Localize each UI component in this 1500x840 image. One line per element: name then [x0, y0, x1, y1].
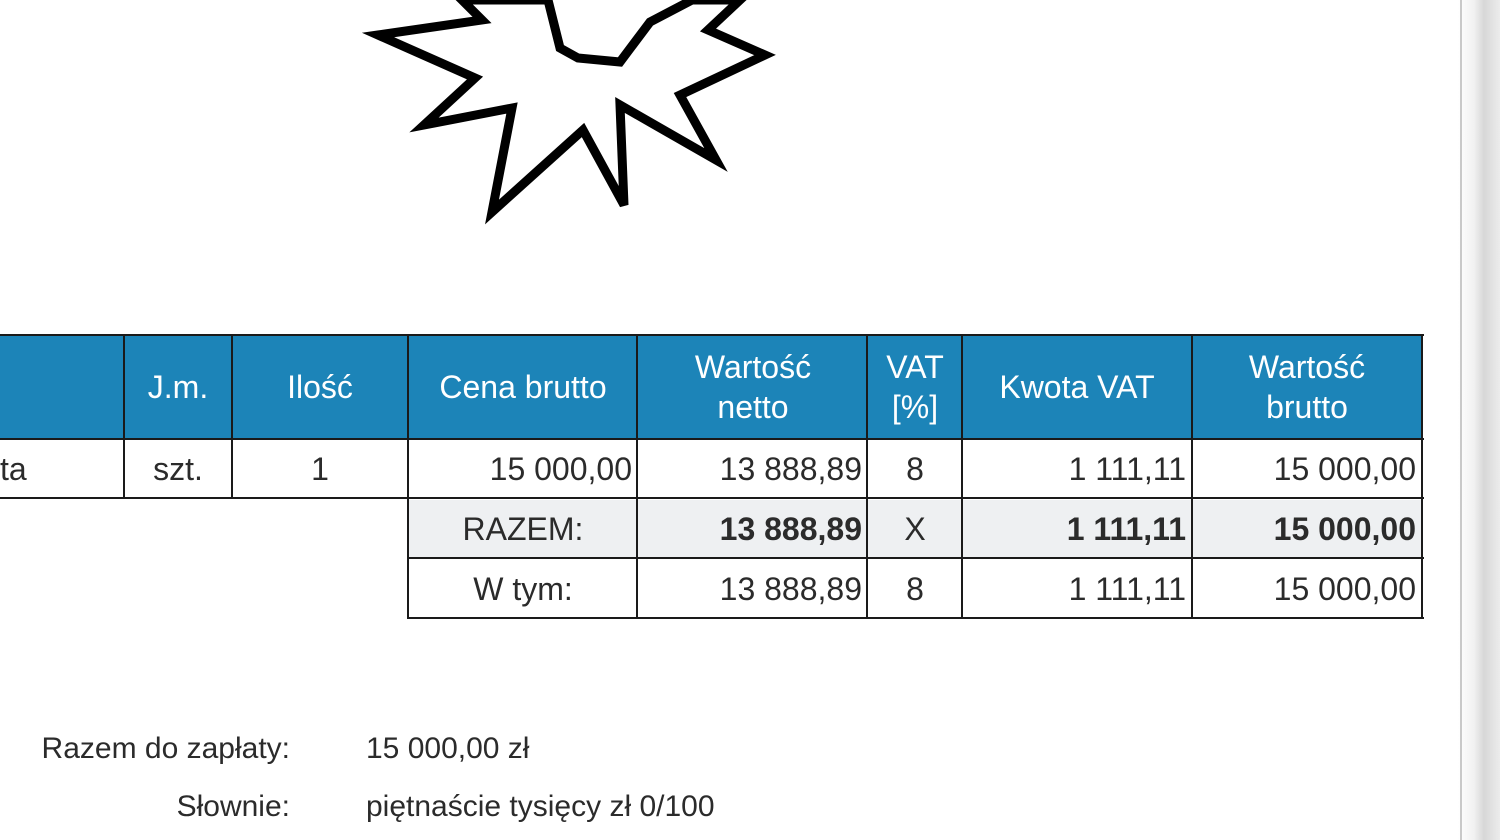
item-gross-value: 15 000,00: [1273, 451, 1416, 487]
total-due-label: Razem do zapłaty:: [41, 732, 290, 765]
including-vat-rate: 8: [906, 571, 924, 607]
item-name: ta: [0, 451, 27, 487]
total-net-value: 13 888,89: [638, 500, 868, 558]
header-net-value: Wartość netto: [638, 336, 868, 438]
table-border-item: [0, 497, 1424, 499]
table-border-total: [408, 557, 1424, 559]
table-col-divider: [1191, 334, 1193, 619]
including-gross-value: 15 000,00: [1273, 571, 1416, 607]
table-col-divider: [123, 334, 125, 499]
item-vat-amount: 1 111,11: [1068, 451, 1186, 487]
header-vat-rate: VAT [%]: [868, 336, 962, 438]
item-net-value: 13 888,89: [719, 451, 862, 487]
total-vat-rate: X: [868, 500, 962, 558]
total-vat-amount: 1 111,11: [962, 500, 1192, 558]
header-price-gross: Cena brutto: [408, 336, 638, 438]
table-col-divider: [407, 334, 409, 619]
item-price-gross: 15 000,00: [489, 451, 632, 487]
total-due-value: 15 000,00 zł: [366, 732, 530, 765]
amount-in-words-label: Słownie:: [176, 790, 290, 823]
item-quantity: 1: [311, 451, 329, 487]
table-border-top: [0, 334, 1424, 336]
page-edge-line: [1460, 0, 1462, 840]
starburst-stamp-icon: [360, 0, 780, 230]
table-col-divider: [1421, 334, 1423, 619]
table-border-bottom: [408, 617, 1424, 619]
table-col-divider: [231, 334, 233, 499]
header-vat-amount: Kwota VAT: [962, 336, 1192, 438]
table-col-divider: [636, 334, 638, 619]
total-label: RAZEM:: [408, 500, 638, 558]
item-vat-rate: 8: [906, 451, 924, 487]
page-edge-shadow: [1458, 0, 1500, 840]
header-gross-value: Wartość brutto: [1192, 336, 1422, 438]
table-border-header: [0, 438, 1424, 440]
including-vat-amount: 1 111,11: [1068, 571, 1186, 607]
including-label: W tym:: [473, 571, 573, 607]
header-quantity: Ilość: [232, 336, 408, 438]
table-col-divider: [866, 334, 868, 619]
table-col-divider: [961, 334, 963, 619]
total-gross-value: 15 000,00: [1192, 500, 1422, 558]
item-unit: szt.: [153, 451, 203, 487]
header-unit: J.m.: [124, 336, 232, 438]
including-net-value: 13 888,89: [719, 571, 862, 607]
header-name-col: [0, 336, 124, 438]
amount-in-words-value: piętnaście tysięcy zł 0/100: [366, 790, 715, 823]
